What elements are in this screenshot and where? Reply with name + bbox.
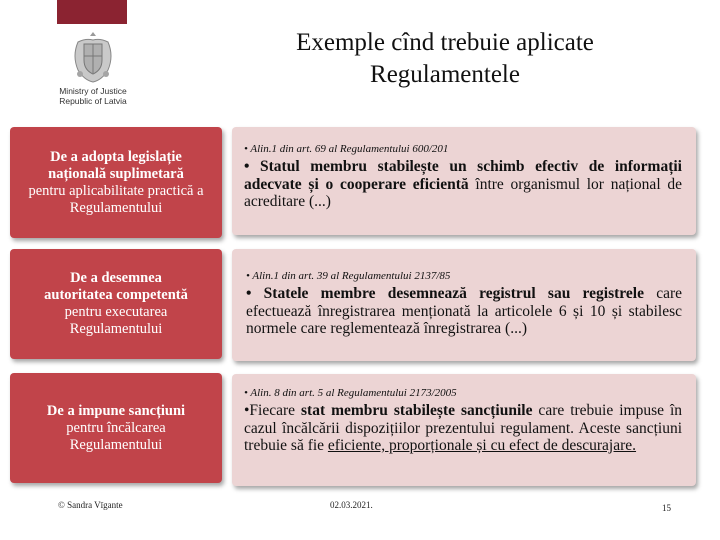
row1-example-box	[232, 127, 696, 235]
row3-example-pre: •Fiecare	[244, 402, 302, 419]
row1-reference: • Alin.1 din art. 69 al Regulamentului 600/201	[244, 143, 449, 155]
title-line2: Regulamentele	[370, 61, 520, 88]
row2-example-bold: • Statele membre desemnează registrul sau registrele	[246, 285, 644, 302]
header-accent-bar	[57, 0, 127, 24]
row2-reference: • Alin.1 din art. 39 al Regulamentului 2137/85	[246, 270, 451, 282]
row3-example-text	[244, 402, 682, 455]
coat-of-arms-icon	[70, 30, 116, 84]
row3-reference: • Alin. 8 din art. 5 al Regulamentului 2173/2005	[244, 387, 457, 399]
row1-category-bold1: De a adopta legislație	[50, 148, 182, 165]
row2-example-text	[246, 285, 682, 338]
row3-category-bold1: De a impune sancțiuni	[46, 402, 186, 419]
row3-category-rest: pentru încălcarea Regulamentului	[66, 419, 166, 453]
footer-date: 02.03.2021.	[330, 500, 373, 510]
row2-example-box	[232, 249, 696, 361]
row3-category-box	[10, 373, 222, 483]
footer-page-number: 15	[662, 503, 671, 513]
row1-example-rest: între organismul lor național de acreditare (...)	[244, 175, 682, 210]
row1-example-bold: • Statul membru stabilește un schimb efectiv de informații adecvate și o cooperare eficientă	[244, 158, 682, 193]
row1-category-rest: pentru aplicabilitate practică a Regulamentului	[28, 182, 204, 216]
title-line1: Exemple cînd trebuie aplicate	[296, 29, 594, 56]
row2-category-rest: pentru executarea Regulamentului	[64, 304, 168, 337]
row3-example-underlined: eficiente, proporționale și cu efect de descurajare.	[327, 437, 637, 454]
row1-category-box	[10, 127, 222, 238]
logo-line1: Ministry of Justice	[59, 86, 127, 96]
row3-example-box	[232, 374, 696, 486]
slide-title	[240, 27, 650, 91]
row2-category-bold2: autoritatea competentă	[44, 287, 188, 303]
row2-category-box	[10, 249, 222, 359]
row2-example-rest: care efectuează înregistrarea menționată la articolele 6 și 10 și stabilesc normele care reglementează înregistrarea (...)	[246, 285, 682, 337]
row3-example-bold: stat membru stabilește sancțiunile	[301, 402, 533, 419]
row1-example-text	[244, 158, 682, 211]
footer-author: © Sandra Vīgante	[58, 500, 123, 510]
row1-category-bold2: națională suplimetară	[48, 165, 184, 182]
row2-category-bold1: De a desemnea	[70, 270, 162, 286]
row3-example-mid: care trebuie impuse în cazul încălcării dispozițiilor prezentului regulament. Aceste sancțiuni trebuie să fie	[244, 402, 683, 454]
logo-line2: Republic of Latvia	[59, 96, 127, 106]
ministry-logo	[48, 30, 138, 106]
